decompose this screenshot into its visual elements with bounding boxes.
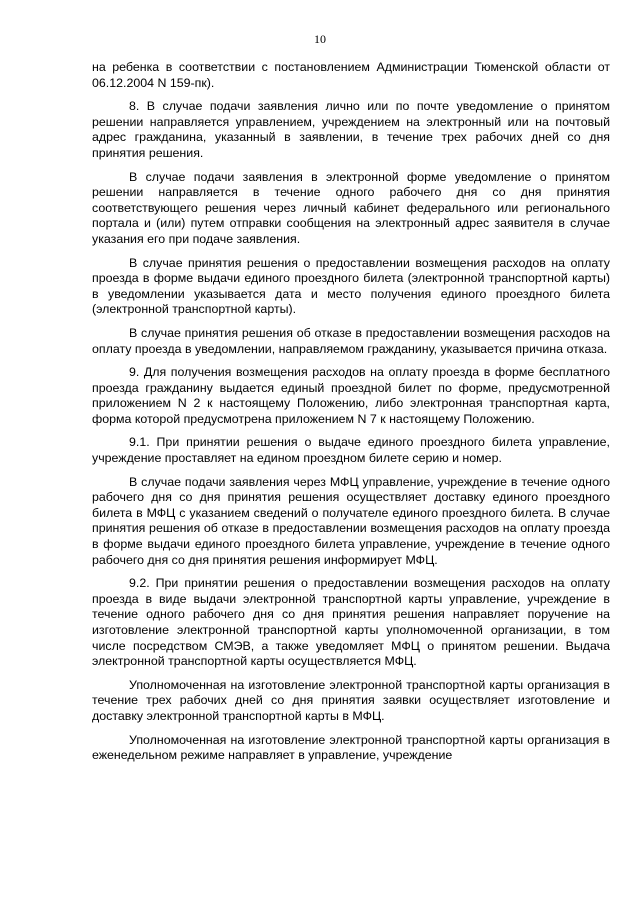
paragraph-weekly-report: Уполномоченная на изготовление электронной транспортной карты организация в еженедельном режиме направляет в управление, учреждение [92,732,610,763]
paragraph-mfc-delivery: В случае подачи заявления через МФЦ управление, учреждение в течение одного рабочего дня со дня принятия решения осуществляет доставку единого проездного билета в МФЦ с указанием сведений о получателе единого проездного билета. В случае принятия решения об отказе в предоставлении возмещения расходов на оплату проезда в форме выдачи единого проездного билета управление, учреждение в течение одного рабочего дня со дня принятия решения информирует МФЦ. [92,474,610,567]
paragraph-approval-notice: В случае принятия решения о предоставлении возмещения расходов на оплату проезда в форме выдачи единого проездного билета (электронной транспортной карты) в уведомлении указывается дата и место получения единого проездного билета (электронной транспортной карты). [92,255,610,317]
paragraph-refusal-notice: В случае принятия решения об отказе в предоставлении возмещения расходов на оплату проезда в уведомлении, направляемом гражданину, указывается причина отказа. [92,325,610,356]
document-body [92,60,610,772]
paragraph-item-9: 9. Для получения возмещения расходов на оплату проезда в форме бесплатного проезда гражданину выдается единый проездной билет по форме, предусмотренной приложением N 2 к настоящему Положению, либо электронная транспортная карта, форма которой предусмотрена приложением N 7 к настоящему Положению. [92,365,610,426]
paragraph-card-manufacture: Уполномоченная на изготовление электронной транспортной карты организация в течение трех рабочих дней со дня принятия заявки осуществляет изготовление и доставку электронной транспортной карты в МФЦ. [92,677,610,723]
paragraph-item-9-1: 9.1. При принятии решения о выдаче единого проездного билета управление, учреждение проставляет на едином проездном билете серию и номер. [92,435,610,466]
page-number: 10 [314,32,326,46]
paragraph-continuation: на ребенка в соответствии с постановлением Администрации Тюменской области от 06.12.2004 N 159-пк). [92,60,610,90]
paragraph-item-8: 8. В случае подачи заявления лично или по почте уведомление о принятом решении направляется управлением, учреждением на электронный или на почтовый адрес гражданина, указанный в заявлении, в течение трех рабочих дней со дня принятия решения. [92,99,610,160]
paragraph-electronic-notice: В случае подачи заявления в электронной форме уведомление о принятом решении направляется в течение одного рабочего дня со дня принятия соответствующего решения через личный кабинет федерального или регионального портала и (или) путем отправки сообщения на электронный адрес заявителя в случае указания его при подаче заявления. [92,169,610,246]
paragraph-item-9-2: 9.2. При принятии решения о предоставлении возмещения расходов на оплату проезда в виде выдачи электронной транспортной карты управление, учреждение в течение одного рабочего дня со дня принятия решения направляет поручение на изготовление электронной транспортной карты уполномоченной организации, в том числе посредством СМЭВ, а также уведомляет МФЦ о принятом решении. Выдача электронной транспортной карты осуществляется МФЦ. [92,576,610,669]
